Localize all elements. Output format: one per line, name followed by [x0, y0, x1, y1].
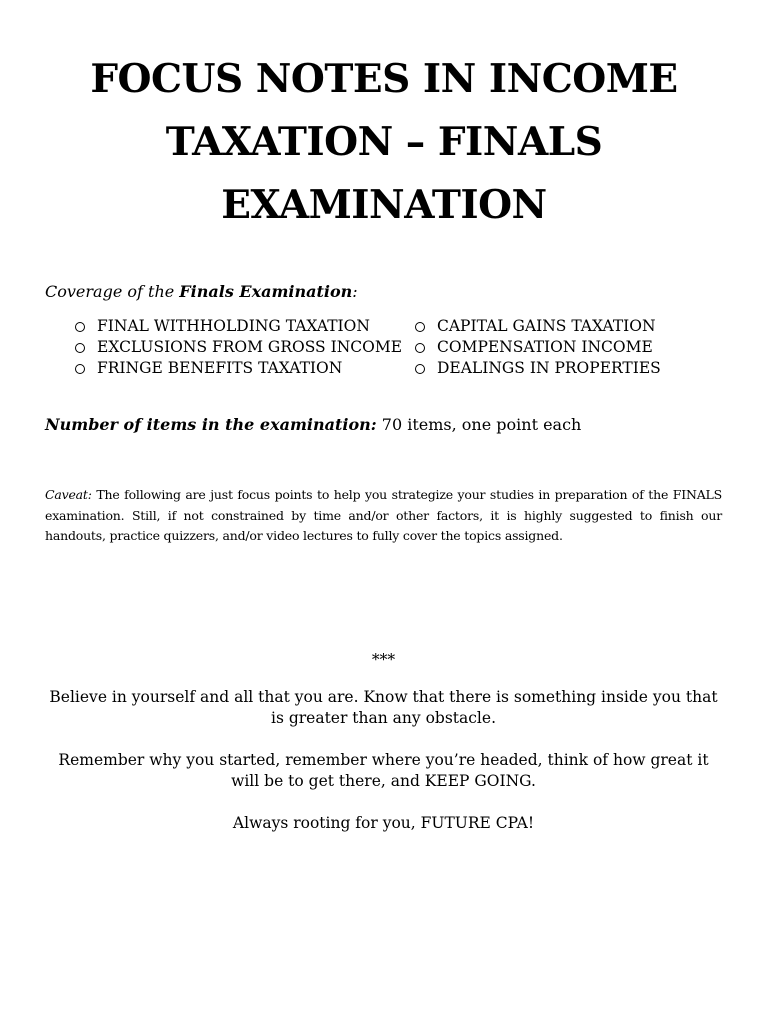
topic-label: EXCLUSIONS FROM GROSS INCOME	[97, 338, 403, 356]
topic-label: FINAL WITHHOLDING TAXATION	[97, 317, 370, 335]
caveat-lead: Caveat:	[45, 487, 92, 502]
topic-label: FRINGE BENEFITS TAXATION	[97, 359, 343, 377]
list-item	[415, 358, 715, 379]
document-title: FOCUS NOTES IN INCOME TAXATION – FINALS EXAMINATION	[90, 56, 678, 228]
quote-believe: Believe in yourself and all that you are. Know that there is something inside you that is greater than any obstacle.	[49, 688, 718, 727]
topic-label: COMPENSATION INCOME	[437, 338, 653, 356]
topic-label: DEALINGS IN PROPERTIES	[437, 359, 661, 377]
closing-section	[45, 650, 722, 834]
list-item	[75, 316, 415, 337]
topic-list	[75, 316, 715, 379]
hollow-bullet-icon	[415, 364, 425, 374]
list-item	[75, 337, 415, 358]
list-item	[415, 337, 715, 358]
hollow-bullet-icon	[415, 322, 425, 332]
signoff: Always rooting for you, FUTURE CPA!	[232, 814, 535, 832]
item-count	[45, 414, 581, 436]
topic-label: CAPITAL GAINS TAXATION	[437, 317, 656, 335]
item-count-label: Number of items in the examination:	[45, 415, 377, 434]
item-count-value: 70 items, one point each	[376, 415, 582, 434]
coverage-prefix: Coverage of the	[45, 282, 180, 301]
hollow-bullet-icon	[415, 343, 425, 353]
coverage-suffix: :	[352, 282, 358, 301]
caveat-text: The following are just focus points to help you strategize your studies in preparation of the FINALS examination. Still, if not constrained by time and/or other factors, it is highly suggested to finish our handouts, practice quizzers, and/or video lectures to fully cover the topics assigned.	[45, 487, 722, 543]
list-item	[415, 316, 715, 337]
coverage-emphasis: Finals Examination	[179, 282, 353, 301]
caveat-paragraph	[45, 485, 722, 547]
quote-remember: Remember why you started, remember where you’re headed, think of how great it will be to get there, and KEEP GOING.	[58, 751, 709, 790]
hollow-bullet-icon	[75, 322, 85, 332]
separator: ***	[371, 651, 396, 669]
coverage-heading	[45, 281, 358, 303]
list-item	[75, 358, 415, 379]
hollow-bullet-icon	[75, 343, 85, 353]
hollow-bullet-icon	[75, 364, 85, 374]
